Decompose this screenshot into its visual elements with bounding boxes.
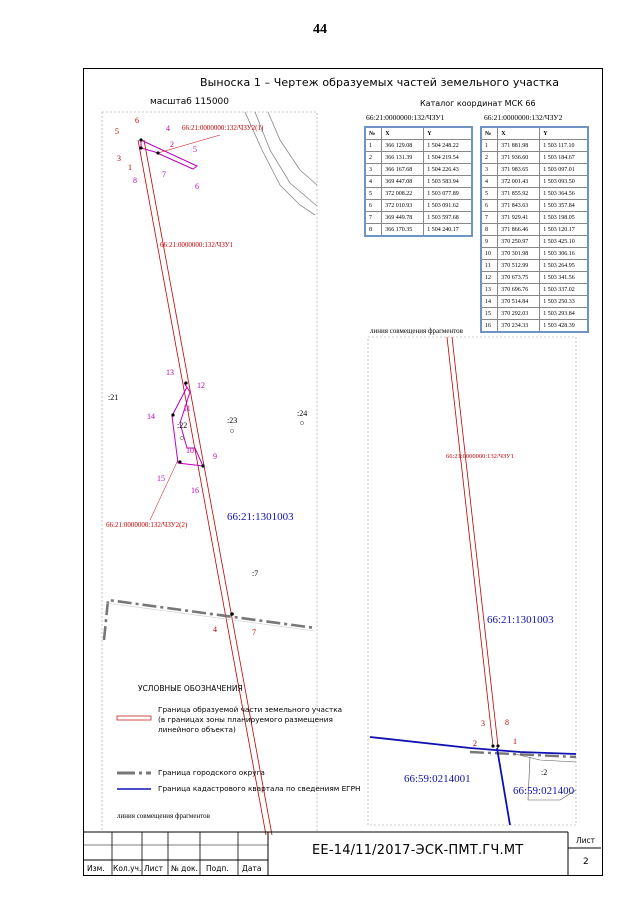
label-chzu2-1: 66:21:0000000:132/ЧЗУ2(1) — [182, 124, 264, 132]
cell: 370 301.98 — [498, 248, 540, 260]
chzu1-boundary-right — [452, 337, 498, 746]
cell: 369 447.08 — [382, 176, 424, 188]
cell: 370 673.75 — [498, 272, 540, 284]
point-label: 5 — [193, 145, 197, 154]
cell: 1 503 250.33 — [540, 296, 588, 308]
point-label: 12 — [197, 381, 205, 390]
point-label: 2 — [473, 739, 477, 748]
legend-item: Граница городского округа — [158, 768, 265, 777]
cell: 1 503 425.10 — [540, 236, 588, 248]
cell: 366 129.08 — [382, 140, 424, 152]
cell: 370 696.76 — [498, 284, 540, 296]
quarter-label-3: 66:59:021400 — [513, 785, 575, 797]
fragment-line-label: линия совмещения фрагментов — [117, 812, 210, 820]
cell: 1 503 184.67 — [540, 152, 588, 164]
leader-line — [158, 135, 220, 153]
cell: 7 — [365, 212, 382, 224]
point-label: 8 — [505, 718, 509, 727]
legend-item: линейного объекта) — [158, 725, 236, 734]
sheet-number: 2 — [583, 857, 589, 867]
cell: 12 — [481, 272, 498, 284]
cell: 1 503 264.95 — [540, 260, 588, 272]
cell: 1 503 583.94 — [424, 176, 472, 188]
cell: 11 — [481, 260, 498, 272]
cell: 1 503 364.56 — [540, 188, 588, 200]
cell: 5 — [365, 188, 382, 200]
sheet-label: Лист — [576, 836, 596, 845]
scale-label: масштаб 115000 — [150, 97, 230, 107]
cell: 2 — [481, 152, 498, 164]
cell: 1 503 091.62 — [424, 200, 472, 212]
legend-item: (в границах зоны планируемого размещения — [158, 715, 333, 724]
point-label: 4 — [213, 625, 217, 634]
label-chzu1: 66:21:0000000:132/ЧЗУ1 — [160, 241, 234, 249]
cell: 1 503 337.02 — [540, 284, 588, 296]
cell: 371 855.92 — [498, 188, 540, 200]
parcel-label: :7 — [252, 569, 259, 578]
cell: 370 234.33 — [498, 320, 540, 333]
table1-caption: 66:21:0000000:132/ЧЗУ1 — [366, 113, 445, 122]
cell: 4 — [481, 176, 498, 188]
parcel-label: :22 — [177, 421, 188, 430]
quarter-label: 66:21:1301003 — [227, 511, 294, 523]
cell: 1 503 120.17 — [540, 224, 588, 236]
point-label: 6 — [135, 116, 139, 125]
cell: 1 503 097.01 — [540, 164, 588, 176]
point-label: 14 — [147, 412, 155, 421]
cell: 1 504 248.22 — [424, 140, 472, 152]
cell: 8 — [481, 224, 498, 236]
cell: 14 — [481, 296, 498, 308]
col-header: Y — [540, 127, 588, 140]
leader-line — [150, 460, 178, 520]
road-line — [268, 112, 317, 185]
chzu1-boundary-right — [447, 337, 493, 746]
cell: 1 503 077.89 — [424, 188, 472, 200]
cell: 370 250.97 — [498, 236, 540, 248]
cell: 370 514.84 — [498, 296, 540, 308]
cell: 8 — [365, 224, 382, 237]
cell: 1 503 428.39 — [540, 320, 588, 333]
parcel-label: :24 — [297, 409, 308, 418]
quarter-label-right: 66:21:1301003 — [487, 614, 554, 626]
point-label: 5 — [115, 127, 119, 136]
stamp-col: Изм. — [87, 864, 105, 873]
legend-item: Граница образуемой части земельного участка — [158, 705, 343, 714]
cell: 7 — [481, 212, 498, 224]
cell: 10 — [481, 248, 498, 260]
cell: 5 — [481, 188, 498, 200]
stamp-col: Дата — [242, 864, 262, 873]
parcel-label: :21 — [108, 393, 119, 402]
col-header: X — [498, 127, 540, 140]
drawing-title: Выноска 1 – Чертеж образуемых частей земельного участка — [200, 76, 560, 89]
cell: 369 449.78 — [382, 212, 424, 224]
point-label: 13 — [166, 368, 174, 377]
cell: 371 983.65 — [498, 164, 540, 176]
road-line — [255, 112, 317, 206]
point-label: 11 — [183, 404, 191, 413]
cell: 371 881.98 — [498, 140, 540, 152]
doc-code: ЕЕ-14/11/2017-ЭСК-ПМТ.ГЧ.МТ — [312, 843, 524, 858]
col-header: X — [382, 127, 424, 140]
point-label: 7 — [162, 170, 166, 179]
point-label: 3 — [117, 154, 121, 163]
cell: 1 504 240.17 — [424, 224, 472, 237]
cell: 1 — [481, 140, 498, 152]
cell: 13 — [481, 284, 498, 296]
cell: 1 503 597.68 — [424, 212, 472, 224]
cell: 1 504 226.43 — [424, 164, 472, 176]
cell: 6 — [365, 200, 382, 212]
point-label: 8 — [133, 176, 137, 185]
cell: 16 — [481, 320, 498, 333]
col-header: № — [481, 127, 498, 140]
stamp-col: Кол.уч. — [113, 864, 142, 873]
parcel-label: :2 — [541, 768, 548, 777]
legend-item: Граница кадастрового квартала по сведениям ЕГРН — [158, 784, 361, 793]
cell: 9 — [481, 236, 498, 248]
cell: 372 001.43 — [498, 176, 540, 188]
stamp-col: Подп. — [206, 864, 229, 873]
point-label: 16 — [191, 486, 199, 495]
label-chzu2-2: 66:21:0000000:132/ЧЗУ2(2) — [106, 521, 188, 529]
cell: 372 010.93 — [382, 200, 424, 212]
parcel-label: :23 — [227, 416, 238, 425]
point-label: 9 — [213, 452, 217, 461]
cell: 1 503 306.16 — [540, 248, 588, 260]
cell: 1 503 117.10 — [540, 140, 588, 152]
quarter-label-2: 66:59:0214001 — [404, 773, 471, 785]
cell: 3 — [365, 164, 382, 176]
cell: 4 — [365, 176, 382, 188]
point-label: 1 — [513, 737, 517, 746]
cell: 1 503 341.56 — [540, 272, 588, 284]
quarter-boundary-right — [497, 748, 510, 825]
fragment-line-label-right: линия совмещения фрагментов — [370, 327, 463, 335]
point-label: 2 — [170, 140, 174, 149]
col-header: № — [365, 127, 382, 140]
table2-caption: 66:21:0000000:132/ЧЗУ2 — [484, 113, 563, 122]
point-label: 1 — [128, 163, 132, 172]
cell: 371 936.60 — [498, 152, 540, 164]
cell: 2 — [365, 152, 382, 164]
cell: 371 843.63 — [498, 200, 540, 212]
cell: 366 167.68 — [382, 164, 424, 176]
cell: 366 170.35 — [382, 224, 424, 237]
page-number: 44 — [313, 22, 327, 37]
cell: 371 866.46 — [498, 224, 540, 236]
cell: 1 — [365, 140, 382, 152]
cell: 1 503 357.84 — [540, 200, 588, 212]
cell: 1 503 198.05 — [540, 212, 588, 224]
legend-title: УСЛОВНЫЕ ОБОЗНАЧЕНИЯ — [138, 684, 243, 693]
cell: 1 503 293.84 — [540, 308, 588, 320]
city-boundary — [104, 600, 315, 640]
cell: 371 929.41 — [498, 212, 540, 224]
col-header: Y — [424, 127, 472, 140]
point-label: 10 — [186, 446, 194, 455]
cell: 1 503 093.50 — [540, 176, 588, 188]
point-label: 6 — [195, 182, 199, 191]
cell: 1 504 219.54 — [424, 152, 472, 164]
stamp-col: № док. — [171, 864, 198, 873]
cell: 370 512.99 — [498, 260, 540, 272]
label-chzu1-right: 66:21:0000000:132/ЧЗУ1 — [446, 453, 514, 460]
cell: 372 008.22 — [382, 188, 424, 200]
cell: 370 292.03 — [498, 308, 540, 320]
cell: 3 — [481, 164, 498, 176]
stamp-col: Лист — [144, 864, 164, 873]
point-label: 7 — [252, 628, 256, 637]
point-label: 15 — [157, 474, 165, 483]
point-label: 3 — [481, 719, 485, 728]
cell: 6 — [481, 200, 498, 212]
cell: 366 131.39 — [382, 152, 424, 164]
catalog-title: Каталог координат МСК 66 — [420, 99, 536, 108]
point-label: 4 — [166, 124, 170, 133]
cell: 15 — [481, 308, 498, 320]
